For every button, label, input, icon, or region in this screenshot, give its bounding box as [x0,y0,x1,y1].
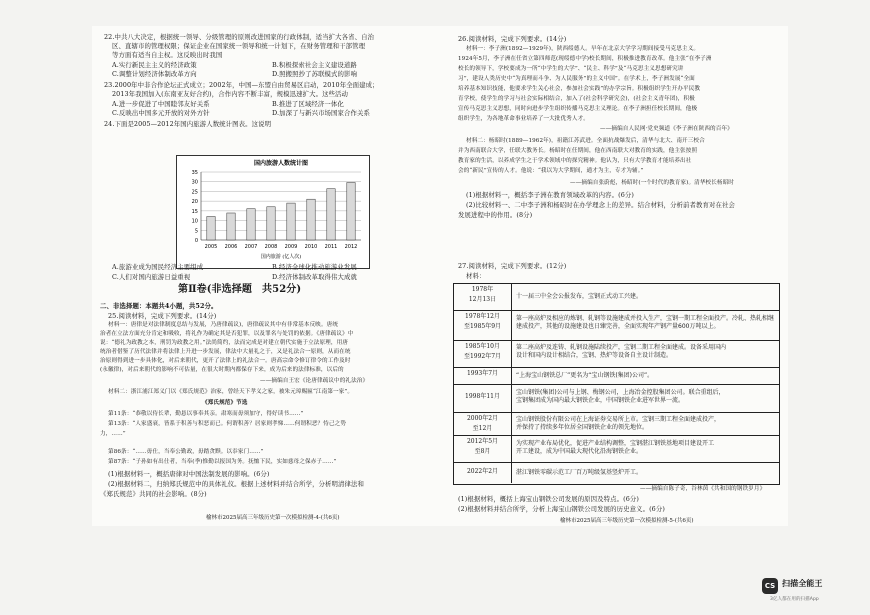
q27-citation: ——摘编自陈子奇，谷林茵《共和国的钢铁岁月》 [640,486,766,492]
bar [307,199,315,240]
question-24: 24.下面是2005—2012年国内旅游人数统计图表。这说明 [104,120,272,128]
camscanner-logo-icon: CS [762,578,778,594]
watermark-brand: 扫描全能王 [782,579,823,588]
y-tick-label: 30 [191,179,198,186]
y-tick-label: 35 [191,170,198,176]
page-footer-left: 榆林市2025届高三年级历史第一次模拟检测-4-(共6页) [206,515,340,521]
table-row: 1985年10月 至1992年7月 第二座高炉及连铸、轧钢设施陆续投产，宝钢二期工程全面建成。设备采用国内 设计和国内设计相结合，宝钢、热炉等设备自主设计制造。 [454,341,779,368]
x-tick-label: 2012 [344,244,358,250]
x-tick-label: 2006 [224,244,238,250]
bar [347,182,355,240]
question-26: 26.阅读材料，完成下列要求。(14分) [458,35,567,43]
bar [267,207,275,240]
table-row: 1978年12月 至1985年9月 第一座高炉及相应的炼钢、轧钢等设施建成并投入生产，宝钢一期工程全面投产。冷轧、热轧相继 建成投产，其他的设施建设也日臻完善，全面实现年产钢产量600万吨以上。 [454,311,779,341]
x-tick-label: 2009 [284,244,298,250]
table-row: 1993年7月 “上海宝山钢铁总厂”更名为“宝山钢铁(集团)公司”。 [454,368,779,385]
q27-material-label: 材料： [466,272,486,280]
section-title: 第Ⅱ卷(非选择题 共52分) [178,284,302,295]
bar [287,203,295,240]
question-25: 25.阅读材料，完成下列要求。(14分) [108,312,217,320]
baosteel-table [453,283,780,485]
chart-title: 国内旅游人数统计图 [253,160,309,167]
bar [327,189,335,240]
x-tick-label: 2008 [264,244,278,250]
y-tick-label: 15 [191,208,198,215]
tourism-bar-chart [176,155,370,269]
page-footer-right: 榆林市2025届高三年级历史第一次模拟检测-5-(共6页) [560,518,694,524]
x-tick-label: 2005 [204,244,218,250]
table-row: 2000年2月 至12月 宝山钢铁股份有限公司在上海证券交易所上市。宝钢三期工程全面建成投产， 并保持了持续多年位居全国钢铁企业的领先地位。 [454,413,779,436]
y-tick-label: 20 [191,199,198,206]
citation-one: ——摘编自王宏《论唐律疏议中的礼法治》 [260,378,369,384]
bar [227,213,235,240]
y-tick-label: 5 [194,228,198,235]
table-row: 2022年2月 湛江钢铁零碳示范工厂百万吨级氢基竖炉开工。 [454,463,779,483]
x-axis-label: 国内旅游 (亿人次) [260,254,302,260]
question-27: 27.阅读材料，完成下列要求。(12分) [458,262,567,270]
bar [247,209,255,240]
x-tick-label: 2011 [324,244,338,250]
watermark-subtitle: 3亿人都在用的扫描App [770,597,819,602]
table-row: 1978年 12月13日 十一届三中全会公报发布，宝钢正式动工兴建。 [454,284,779,311]
y-tick-label: 25 [191,189,198,196]
x-tick-label: 2010 [304,244,318,250]
rules-title: 《郑氏规范》节选 [202,400,248,406]
q26-citation-two: ——摘编自张蔚彪，杨昭时(一个时代的教育家)。清华校长杨昭时 [570,180,734,186]
part-two-heading: 二、非选择题：本题共4小题，共52分。 [100,302,218,310]
table-row: 1998年11月 宝山钢铁(集团)公司与上钢、梅钢公司，上海冶金控股集团公司。联合重组后， 宝钢集团成为国内最大钢铁企业，中国钢铁企业进军世界一流。 [454,385,779,413]
y-tick-label: 10 [191,218,198,225]
table-row: 2012年5月 至8月 为实现产业布局优化，促进产业结构调整，宝钢湛江钢铁基地项目建设开工 开工建设，成为中国最大现代化沿海钢铁企业。 [454,436,779,463]
q26-citation-one: ——摘编自人民网·党史频道《李子洲在陕西的百年》 [600,126,733,132]
y-tick-label: 0 [194,238,198,244]
x-tick-label: 2007 [244,244,258,250]
bar [207,216,215,240]
material-two: 材料二：浙江浦江郑义门以《郑氏规范》治家，曾经天下孝义之家，被朱元璋赐匾“江南第一家”。 [108,389,354,395]
bar-chart-svg [177,156,369,268]
